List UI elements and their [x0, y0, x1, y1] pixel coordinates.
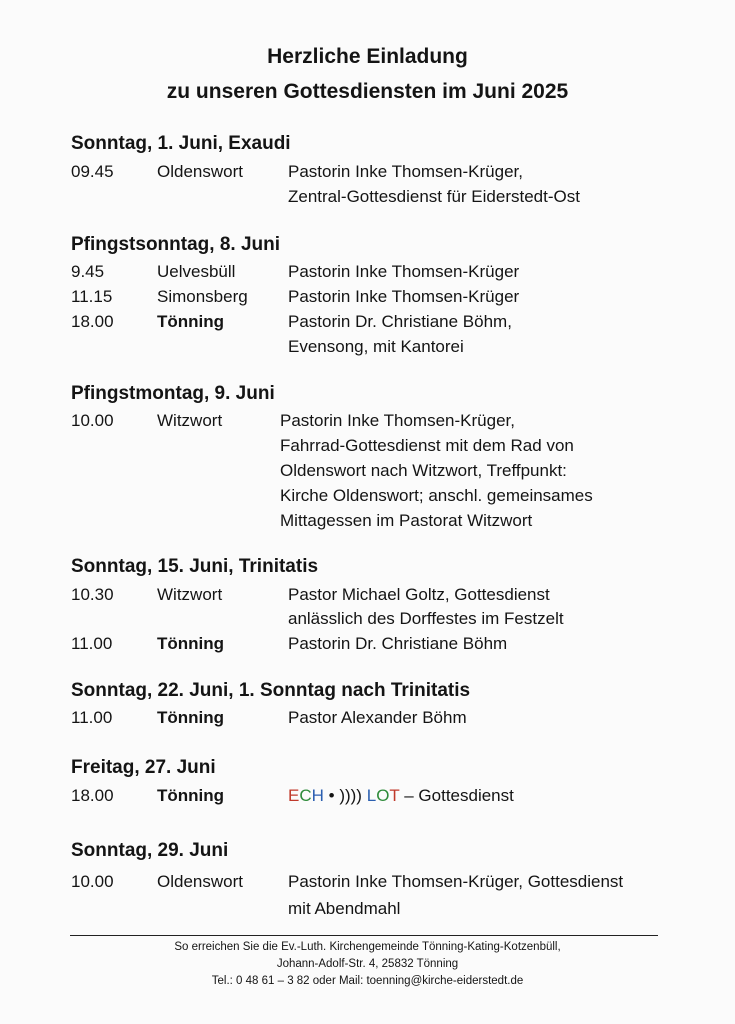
- service-place: Simonsberg: [157, 287, 248, 306]
- service-desc: mit Abendmahl: [288, 899, 401, 918]
- service-desc: Pastorin Dr. Christiane Böhm,: [288, 312, 512, 331]
- service-place: Oldenswort: [157, 162, 243, 181]
- echo-waves: )))): [339, 786, 362, 805]
- service-desc: Pastorin Inke Thomsen-Krüger: [288, 262, 520, 281]
- service-place: Witzwort: [157, 411, 223, 430]
- ech-letter-c: C: [299, 786, 312, 805]
- service-desc: Pastorin Inke Thomsen-Krüger,: [288, 162, 523, 181]
- day-heading: Freitag, 27. Juni: [71, 757, 216, 778]
- service-place: Tönning: [157, 634, 225, 653]
- service-time: 10.00: [71, 411, 114, 430]
- lot-letter-t: T: [389, 786, 400, 805]
- day-heading: Sonntag, 29. Juni: [71, 840, 229, 861]
- day-heading: Sonntag, 1. Juni, Exaudi: [71, 133, 291, 154]
- service-desc: anlässlich des Dorffestes im Festzelt: [288, 609, 564, 628]
- service-time: 18.00: [71, 786, 114, 805]
- footer-divider: [70, 935, 658, 936]
- service-desc: Pastor Alexander Böhm: [288, 708, 467, 727]
- footer-contact: Tel.: 0 48 61 – 3 82 oder Mail: toenning@kirche-eiderstedt.de: [211, 975, 524, 987]
- service-time: 18.00: [71, 312, 114, 331]
- lot-letter-o: O: [376, 786, 390, 805]
- service-place: Tönning: [157, 708, 225, 727]
- service-desc: Oldenswort nach Witzwort, Treffpunkt:: [280, 461, 567, 480]
- service-desc: Pastorin Inke Thomsen-Krüger, Gottesdienst: [288, 872, 624, 891]
- day-heading: Sonntag, 22. Juni, 1. Sonntag nach Trinitatis: [71, 680, 471, 701]
- service-time: 11.00: [71, 634, 113, 653]
- service-desc: Kirche Oldenswort; anschl. gemeinsames: [280, 486, 593, 505]
- echolot-service-label: [288, 786, 514, 806]
- footer-address: Johann-Adolf-Str. 4, 25832 Tönning: [276, 958, 459, 970]
- service-place: Tönning: [157, 786, 225, 805]
- footer-line-1: So erreichen Sie die Ev.-Luth. Kirchengemeinde Tönning-Kating-Kotzenbüll,: [174, 941, 561, 953]
- lot-letter-l: L: [366, 786, 377, 805]
- service-desc: Zentral-Gottesdienst für Eiderstedt-Ost: [288, 187, 580, 206]
- service-time: 11.00: [71, 708, 113, 727]
- service-desc: Pastor Michael Goltz, Gottesdienst: [288, 585, 550, 604]
- service-time: 10.00: [71, 872, 114, 891]
- service-time: 09.45: [71, 162, 114, 181]
- page-title-line-2: zu unseren Gottesdiensten im Juni 2025: [166, 80, 569, 103]
- service-desc: Pastorin Dr. Christiane Böhm: [288, 634, 508, 653]
- service-place: Witzwort: [157, 585, 223, 604]
- page-title-line-1: Herzliche Einladung: [267, 45, 468, 68]
- day-heading: Pfingstsonntag, 8. Juni: [71, 234, 281, 255]
- service-place: Tönning: [157, 312, 225, 331]
- service-desc: Evensong, mit Kantorei: [288, 337, 464, 356]
- ech-letter-e: E: [288, 786, 300, 805]
- ech-letter-h: H: [311, 786, 324, 805]
- service-time: 10.30: [71, 585, 114, 604]
- service-place: Oldenswort: [157, 872, 243, 891]
- echolot-rest: – Gottesdienst: [404, 786, 514, 805]
- echo-dot: •: [328, 786, 335, 805]
- service-place: Uelvesbüll: [157, 262, 236, 281]
- service-time: 11.15: [71, 287, 113, 306]
- service-desc: Pastorin Inke Thomsen-Krüger,: [280, 411, 515, 430]
- day-heading: Sonntag, 15. Juni, Trinitatis: [71, 556, 319, 577]
- service-desc: Mittagessen im Pastorat Witzwort: [280, 511, 533, 530]
- service-desc: Fahrrad-Gottesdienst mit dem Rad von: [280, 436, 574, 455]
- service-time: 9.45: [71, 262, 105, 281]
- service-desc: Pastorin Inke Thomsen-Krüger: [288, 287, 520, 306]
- day-heading: Pfingstmontag, 9. Juni: [71, 383, 275, 404]
